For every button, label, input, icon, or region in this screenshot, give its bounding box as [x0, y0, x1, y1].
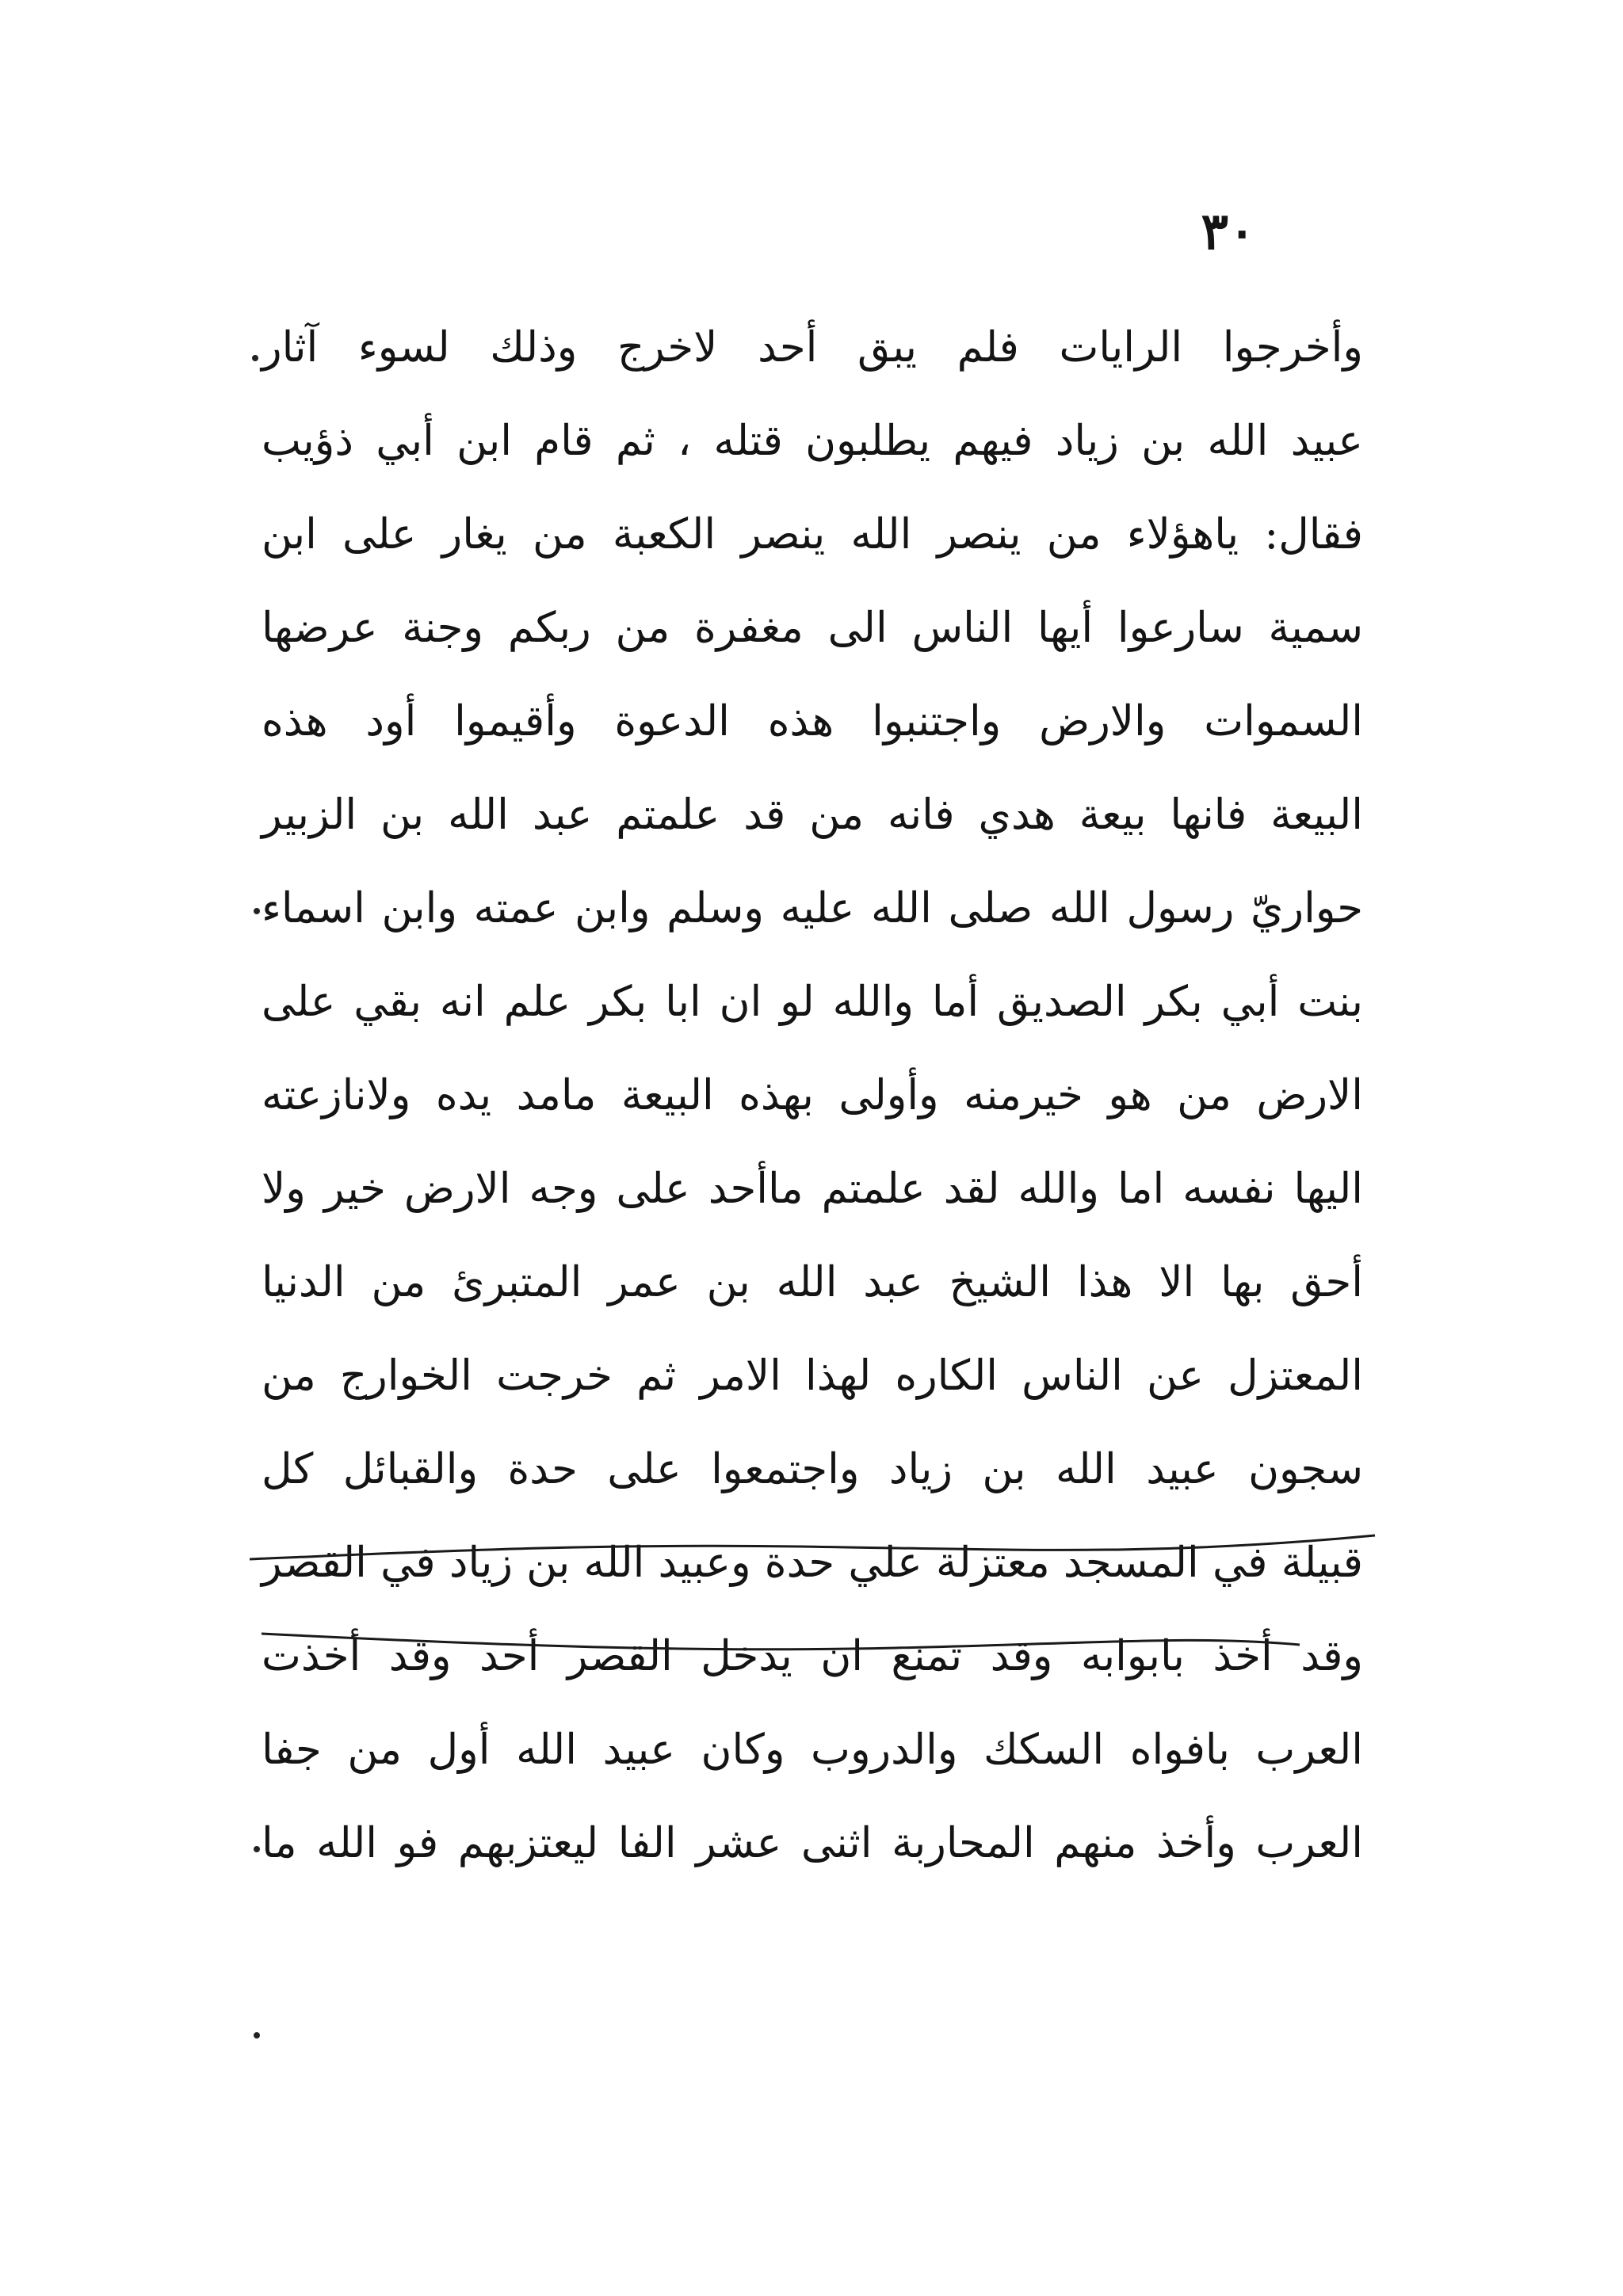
text-line: وأخرجوا الرايات فلم يبق أحد لاخرج وذلك لسوء آثار [262, 323, 1363, 372]
body-text [262, 301, 1363, 1890]
page-number: ٣٠ [1201, 202, 1256, 261]
text-line: اليها نفسه اما والله لقد علمتم ماأحد على وجه الارض خير ولا [262, 1165, 1363, 1213]
text-line: الارض من هو خيرمنه وأولى بهذه البيعة مامد يده ولانازعته [262, 1071, 1363, 1119]
text-line: سمية سارعوا أيها الناس الى مغفرة من ربكم وجنة عرضها [262, 604, 1363, 652]
scan-speck [254, 1846, 260, 1852]
text-line: أحق بها الا هذا الشيخ عبد الله بن عمر المتبرئ من الدنيا [262, 1258, 1363, 1306]
text-line: عبيد الله بن زياد فيهم يطلبون قتله ، ثم قام ابن أبي ذؤيب [262, 417, 1363, 465]
scan-speck [254, 2032, 260, 2039]
text-line: العرب وأخذ منهم المحاربة اثنى عشر الفا ليعتزبهم فو الله ما [262, 1819, 1363, 1867]
text-line: حواريّ رسول الله صلى الله عليه وسلم وابن عمته وابن اسماء [262, 884, 1363, 933]
text-line: بنت أبي بكر الصديق أما والله لو ان ابا بكر علم انه بقي على [262, 978, 1363, 1026]
text-line: العرب بافواه السكك والدروب وكان عبيد الله أول من جفا [262, 1726, 1363, 1774]
text-line: المعتزل عن الناس الكاره لهذا الامر ثم خرجت الخوارج من [262, 1352, 1363, 1400]
text-line: فقال: ياهؤلاء من ينصر الله ينصر الكعبة من يغار على ابن [262, 510, 1363, 559]
scan-speck [252, 355, 258, 361]
text-line: وقد أخذ بابوابه وقد تمنع ان يدخل القصر أحد وقد أخذت [262, 1632, 1363, 1680]
text-line: السموات والارض واجتنبوا هذه الدعوة وأقيموا أود هذه [262, 697, 1363, 746]
text-line: سجون عبيد الله بن زياد واجتمعوا على حدة والقبائل كل [262, 1445, 1363, 1493]
text-line: قبيلة في المسجد معتزلة علي حدة وعبيد الله بن زياد في القصر [262, 1539, 1363, 1587]
text-line: البيعة فانها بيعة هدي فانه من قد علمتم عبد الله بن الزبير [262, 791, 1363, 839]
scan-speck [254, 908, 260, 914]
